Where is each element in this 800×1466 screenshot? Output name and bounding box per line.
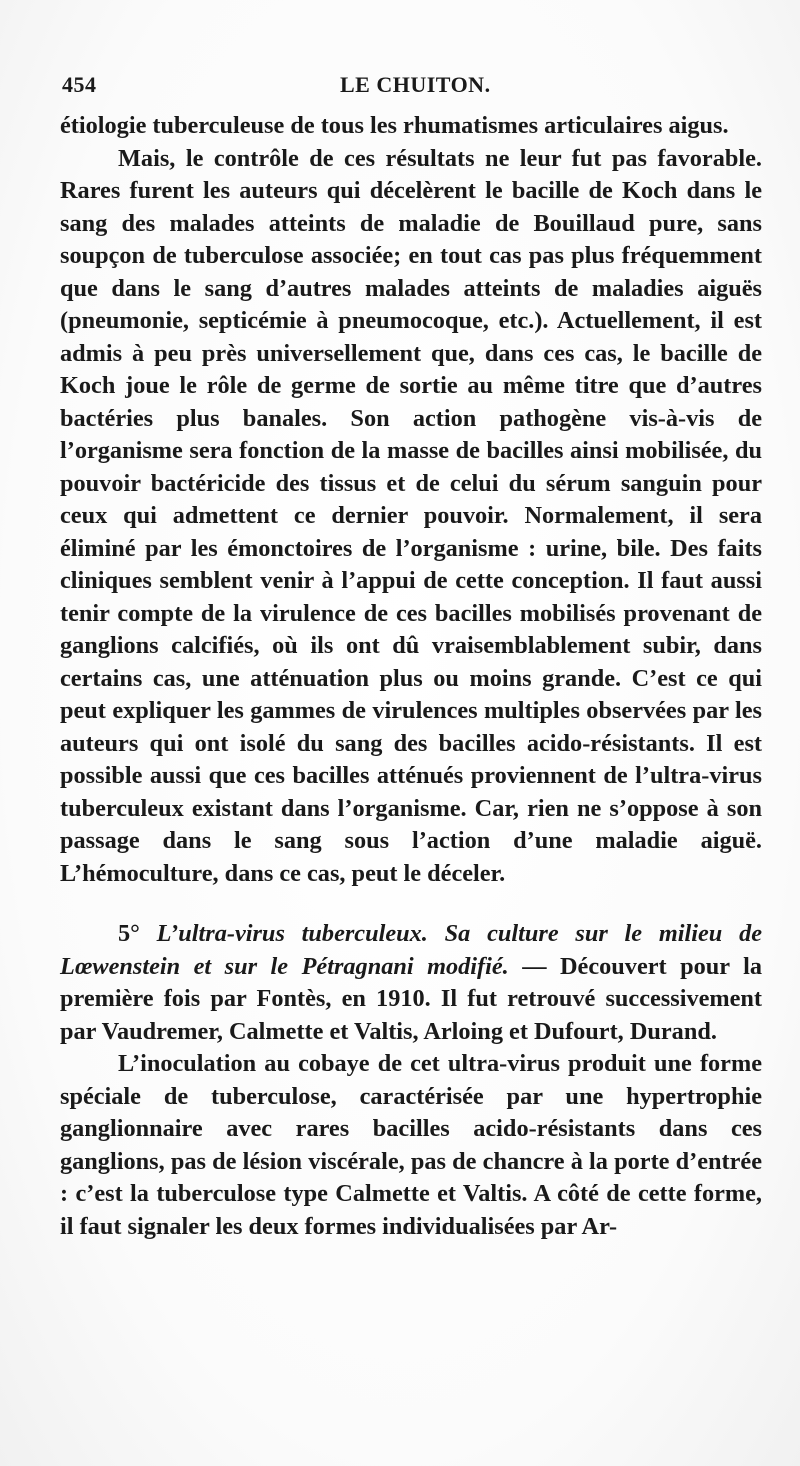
section-title: L’ultra-virus tuberculeux. Sa culture sur le milieu de Lœwenstein et sur le Pétragnani modifié. bbox=[60, 920, 762, 980]
page-header bbox=[62, 72, 762, 106]
page-body bbox=[60, 110, 762, 1243]
paragraph-bacillus-koch: Mais, le contrôle de ces résultats ne leur fut pas favorable. Rares furent les auteurs qui décelèrent le bacille de Koch dans le sang des malades atteints de maladie de Bouillaud pure, sans soupçon de tuberculose associée; en tout cas pas plus fréquemment que dans le sang d’autres malades atteints de maladies aiguës (pneumonie, septicémie à pneumocoque, etc.). Actuellement, il est admis à peu près universellement que, dans ces cas, le bacille de Koch joue le rôle de germe de sortie au même titre que d’autres bactéries plus banales. Son action pathogène vis-à-vis de l’organisme sera fonction de la masse de bacilles ainsi mobilisée, du pouvoir bactéricide des tissus et de celui du sérum sanguin pour ceux qui admettent ce dernier pouvoir. Normalement, il sera éliminé par les émonctoires de l’organisme : urine, bile. Des faits cliniques semblent venir à l’appui de cette conception. Il faut aussi tenir compte de la virulence de ces bacilles mobilisés provenant de ganglions calcifiés, où ils ont dû vraisemblablement subir, dans certains cas, une atténuation plus ou moins grande. C’est ce qui peut expliquer les gammes de virulences multiples observées par les auteurs qui ont isolé du sang des bacilles acido-résistants. Il est possible aussi que ces bacilles atténués proviennent de l’ultra-virus tuberculeux existant dans l’organisme. Car, rien ne s’oppose à son passage dans le sang sous l’action d’une maladie aiguë. L’hémoculture, dans ce cas, peut le déceler. bbox=[60, 144, 762, 887]
page-number: 454 bbox=[62, 72, 97, 97]
paragraph-inoculation: L’inoculation au cobaye de cet ultra-virus produit une forme spéciale de tuberculose, caractérisée par une hypertrophie ganglionnaire avec rares bacilles acido-résistants dans ces ganglions, pas de lésion viscérale, pas de chancre à la porte d’entrée : c’est la tuberculose type Calmette et Valtis. A côté de cette forme, il faut signaler les deux formes individualisées par Ar- bbox=[60, 1050, 762, 1240]
running-title: LE CHUITON. bbox=[340, 72, 491, 97]
section-number: 5° bbox=[118, 920, 140, 947]
section-text: — Découvert pour la première fois par Fontès, en 1910. Il fut retrouvé successivement par Vaudremer, Calmette et Valtis, Arloing et Dufourt, Durand. bbox=[60, 952, 762, 1045]
paragraph-continuation: étiologie tuberculeuse de tous les rhumatismes articulaires aigus. bbox=[60, 112, 729, 139]
section-heading-paragraph bbox=[60, 918, 762, 1048]
